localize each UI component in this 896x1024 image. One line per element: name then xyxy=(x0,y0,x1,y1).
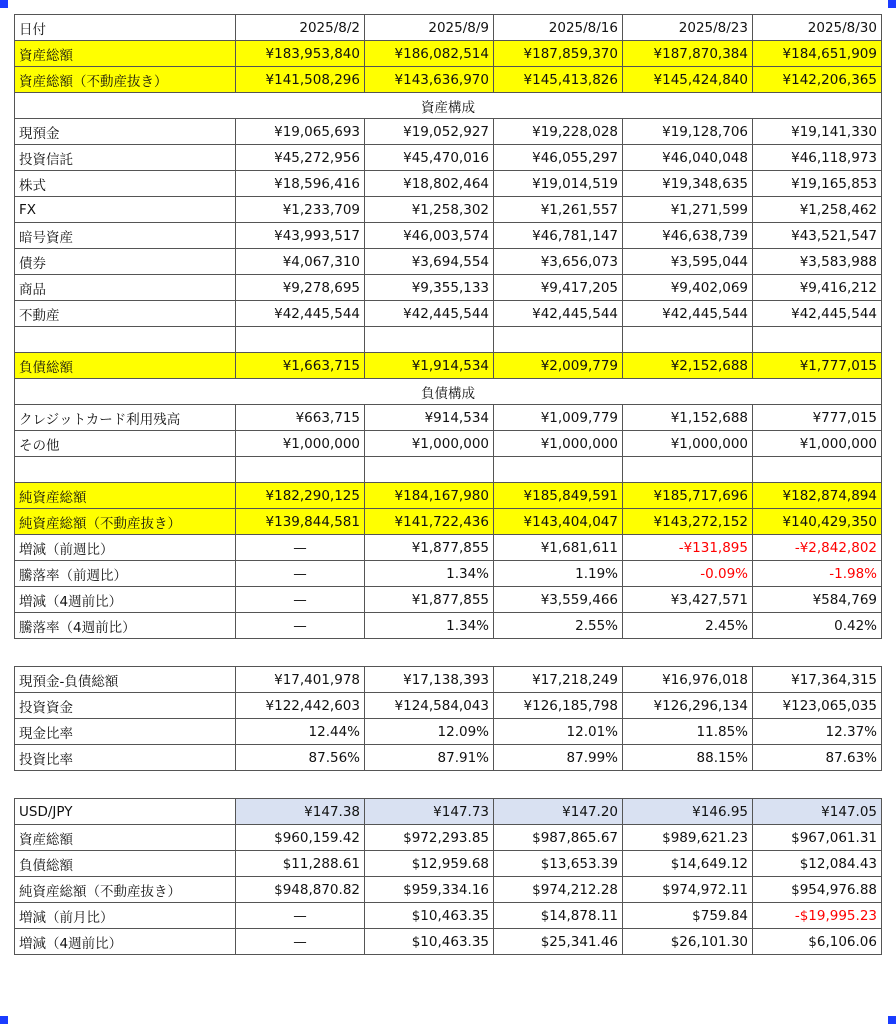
change-row-value[interactable]: -0.09% xyxy=(623,561,753,587)
ratio-table xyxy=(14,666,882,771)
asset-row-value[interactable]: ¥43,521,547 xyxy=(753,223,882,249)
liability-row-value[interactable]: ¥663,715 xyxy=(236,405,365,431)
total-assets-row-value[interactable]: ¥187,859,370 xyxy=(494,41,623,67)
net-assets-ex-re-row xyxy=(15,509,882,535)
change-row-value[interactable]: 2.45% xyxy=(623,613,753,639)
ratio-row-value[interactable]: ¥126,185,798 xyxy=(494,693,623,719)
empty-cell[interactable] xyxy=(365,457,494,483)
liability-row-value[interactable]: ¥1,000,000 xyxy=(753,431,882,457)
usd-row-label[interactable]: 資産総額 xyxy=(15,825,236,851)
asset-row-value[interactable]: ¥19,141,330 xyxy=(753,119,882,145)
asset-row-value[interactable]: ¥46,040,048 xyxy=(623,145,753,171)
liability-row xyxy=(15,431,882,457)
ratio-row-value[interactable]: ¥17,138,393 xyxy=(365,667,494,693)
asset-row xyxy=(15,301,882,327)
asset-row-value[interactable]: ¥46,055,297 xyxy=(494,145,623,171)
asset-row-value[interactable]: ¥1,271,599 xyxy=(623,197,753,223)
change-row-value[interactable]: 2.55% xyxy=(494,613,623,639)
empty-cell[interactable] xyxy=(623,327,753,353)
change-row-value[interactable]: ¥3,559,466 xyxy=(494,587,623,613)
liability-row-value[interactable]: ¥1,000,000 xyxy=(623,431,753,457)
date-header[interactable]: 2025/8/2 xyxy=(236,15,365,41)
change-row xyxy=(15,613,882,639)
asset-row-value[interactable]: ¥3,694,554 xyxy=(365,249,494,275)
total-assets-ex-re-row-value[interactable]: ¥143,636,970 xyxy=(365,67,494,93)
asset-row-value[interactable]: ¥1,233,709 xyxy=(236,197,365,223)
asset-row-value[interactable]: ¥1,258,462 xyxy=(753,197,882,223)
usd-row-value[interactable]: -$19,995.23 xyxy=(753,903,882,929)
usd-row-value[interactable]: $974,212.28 xyxy=(494,877,623,903)
change-row-value[interactable]: ¥1,877,855 xyxy=(365,535,494,561)
change-row-value[interactable]: ¥584,769 xyxy=(753,587,882,613)
usd-row-value[interactable]: $12,084.43 xyxy=(753,851,882,877)
asset-row-value[interactable]: ¥9,417,205 xyxy=(494,275,623,301)
asset-row xyxy=(15,197,882,223)
asset-row-value[interactable]: ¥46,003,574 xyxy=(365,223,494,249)
usd-row-label[interactable]: 増減（前月比） xyxy=(15,903,236,929)
spacer-row xyxy=(15,457,882,483)
total-assets-ex-re-row xyxy=(15,67,882,93)
ratio-row-value[interactable]: 12.44% xyxy=(236,719,365,745)
usd-row xyxy=(15,825,882,851)
change-row xyxy=(15,587,882,613)
usd-row-value[interactable]: $26,101.30 xyxy=(623,929,753,955)
empty-cell[interactable] xyxy=(753,457,882,483)
ratio-row-value[interactable]: 11.85% xyxy=(623,719,753,745)
usd-row xyxy=(15,929,882,955)
net-assets-ex-re-row-label[interactable]: 純資産総額（不動産抜き） xyxy=(15,509,236,535)
header-date-label[interactable]: 日付 xyxy=(15,15,236,41)
liability-row xyxy=(15,405,882,431)
ratio-row xyxy=(15,745,882,771)
date-header[interactable]: 2025/8/23 xyxy=(623,15,753,41)
total-liabilities-row-value[interactable]: ¥2,152,688 xyxy=(623,353,753,379)
empty-cell[interactable] xyxy=(494,457,623,483)
liability-row-value[interactable]: ¥1,000,000 xyxy=(236,431,365,457)
asset-row-label[interactable]: 不動産 xyxy=(15,301,236,327)
usd-row xyxy=(15,903,882,929)
total-assets-row-value[interactable]: ¥184,651,909 xyxy=(753,41,882,67)
empty-cell[interactable] xyxy=(15,327,236,353)
asset-row-value[interactable]: ¥1,258,302 xyxy=(365,197,494,223)
asset-row-value[interactable]: ¥46,781,147 xyxy=(494,223,623,249)
liability-row-value[interactable]: ¥777,015 xyxy=(753,405,882,431)
change-row-value[interactable]: 1.34% xyxy=(365,561,494,587)
net-assets-row-label[interactable]: 純資産総額 xyxy=(15,483,236,509)
ratio-row-label[interactable]: 投資比率 xyxy=(15,745,236,771)
asset-row-value[interactable]: ¥9,416,212 xyxy=(753,275,882,301)
change-row-value[interactable]: ¥3,427,571 xyxy=(623,587,753,613)
empty-cell[interactable] xyxy=(15,457,236,483)
total-assets-row-value[interactable]: ¥183,953,840 xyxy=(236,41,365,67)
asset-row xyxy=(15,223,882,249)
ratio-row-value[interactable]: ¥124,584,043 xyxy=(365,693,494,719)
usd-row xyxy=(15,877,882,903)
total-assets-ex-re-row-value[interactable]: ¥145,424,840 xyxy=(623,67,753,93)
usd-row-value[interactable]: $14,878.11 xyxy=(494,903,623,929)
total-assets-row-value[interactable]: ¥186,082,514 xyxy=(365,41,494,67)
change-row-value[interactable]: -1.98% xyxy=(753,561,882,587)
ratio-row xyxy=(15,667,882,693)
usd-row xyxy=(15,851,882,877)
total-liabilities-row-label[interactable]: 負債総額 xyxy=(15,353,236,379)
asset-row-value[interactable]: ¥3,595,044 xyxy=(623,249,753,275)
net-assets-ex-re-row-value[interactable]: ¥141,722,436 xyxy=(365,509,494,535)
change-row-value[interactable]: -¥2,842,802 xyxy=(753,535,882,561)
empty-cell[interactable] xyxy=(753,327,882,353)
asset-row-value[interactable]: ¥1,261,557 xyxy=(494,197,623,223)
total-assets-ex-re-row-label[interactable]: 資産総額（不動産抜き） xyxy=(15,67,236,93)
total-liabilities-row-value[interactable]: ¥1,914,534 xyxy=(365,353,494,379)
asset-row-label[interactable]: 投資信託 xyxy=(15,145,236,171)
ratio-row-value[interactable]: ¥17,364,315 xyxy=(753,667,882,693)
usd-jpy-value[interactable]: ¥147.20 xyxy=(494,799,623,825)
usd-row-value[interactable]: $987,865.67 xyxy=(494,825,623,851)
usd-row-value[interactable]: $960,159.42 xyxy=(236,825,365,851)
net-assets-ex-re-row-value[interactable]: ¥143,404,047 xyxy=(494,509,623,535)
usd-jpy-value[interactable]: ¥147.73 xyxy=(365,799,494,825)
ratio-row-value[interactable]: 88.15% xyxy=(623,745,753,771)
asset-row-value[interactable]: ¥45,272,956 xyxy=(236,145,365,171)
selection-handle-bottom-right[interactable] xyxy=(888,1016,896,1024)
ratio-row-value[interactable]: ¥123,065,035 xyxy=(753,693,882,719)
asset-row-value[interactable]: ¥19,128,706 xyxy=(623,119,753,145)
usd-row-value[interactable]: $954,976.88 xyxy=(753,877,882,903)
net-assets-row-value[interactable]: ¥185,717,696 xyxy=(623,483,753,509)
change-row-value[interactable]: — xyxy=(236,535,365,561)
total-liabilities-row-value[interactable]: ¥2,009,779 xyxy=(494,353,623,379)
usd-row-value[interactable]: $10,463.35 xyxy=(365,929,494,955)
ratio-row-value[interactable]: ¥17,218,249 xyxy=(494,667,623,693)
usd-jpy-value[interactable]: ¥146.95 xyxy=(623,799,753,825)
liability-row-value[interactable]: ¥1,000,000 xyxy=(365,431,494,457)
asset-row xyxy=(15,171,882,197)
usd-row-value[interactable]: $25,341.46 xyxy=(494,929,623,955)
net-assets-ex-re-row-value[interactable]: ¥143,272,152 xyxy=(623,509,753,535)
change-row-label[interactable]: 増減（4週前比） xyxy=(15,587,236,613)
ratio-row-label[interactable]: 現預金-負債総額 xyxy=(15,667,236,693)
usd-row-value[interactable]: — xyxy=(236,903,365,929)
asset-row-label[interactable]: 暗号資産 xyxy=(15,223,236,249)
asset-row-value[interactable]: ¥46,118,973 xyxy=(753,145,882,171)
asset-row-value[interactable]: ¥42,445,544 xyxy=(753,301,882,327)
total-assets-ex-re-row-value[interactable]: ¥142,206,365 xyxy=(753,67,882,93)
net-assets-row-value[interactable]: ¥185,849,591 xyxy=(494,483,623,509)
asset-row-value[interactable]: ¥9,278,695 xyxy=(236,275,365,301)
asset-section xyxy=(15,93,882,119)
change-row-value[interactable]: -¥131,895 xyxy=(623,535,753,561)
asset-row-value[interactable]: ¥18,596,416 xyxy=(236,171,365,197)
empty-cell[interactable] xyxy=(365,327,494,353)
asset-row-label[interactable]: 債券 xyxy=(15,249,236,275)
selection-handle-top-right[interactable] xyxy=(888,0,896,8)
usd-row-value[interactable]: $989,621.23 xyxy=(623,825,753,851)
usd-row-label[interactable]: 純資産総額（不動産抜き） xyxy=(15,877,236,903)
ratio-row-value[interactable]: 87.56% xyxy=(236,745,365,771)
selection-handle-bottom-left[interactable] xyxy=(0,1016,8,1024)
net-assets-ex-re-row-value[interactable]: ¥140,429,350 xyxy=(753,509,882,535)
asset-row-value[interactable]: ¥42,445,544 xyxy=(236,301,365,327)
empty-cell[interactable] xyxy=(236,327,365,353)
liability-row-value[interactable]: ¥1,152,688 xyxy=(623,405,753,431)
change-row-value[interactable]: — xyxy=(236,587,365,613)
ratio-row-value[interactable]: 87.99% xyxy=(494,745,623,771)
usd-row-value[interactable]: $14,649.12 xyxy=(623,851,753,877)
liability-section xyxy=(15,379,882,405)
total-liabilities-row-value[interactable]: ¥1,777,015 xyxy=(753,353,882,379)
liability-row-value[interactable]: ¥914,534 xyxy=(365,405,494,431)
total-assets-ex-re-row-value[interactable]: ¥141,508,296 xyxy=(236,67,365,93)
asset-row-value[interactable]: ¥4,067,310 xyxy=(236,249,365,275)
asset-row-label[interactable]: 株式 xyxy=(15,171,236,197)
usd-row-value[interactable]: $6,106.06 xyxy=(753,929,882,955)
liability-row-label[interactable]: クレジットカード利用残高 xyxy=(15,405,236,431)
ratio-row-value[interactable]: 12.37% xyxy=(753,719,882,745)
change-row xyxy=(15,535,882,561)
change-row-value[interactable]: 1.19% xyxy=(494,561,623,587)
total-assets-row xyxy=(15,41,882,67)
usd-row-value[interactable]: $959,334.16 xyxy=(365,877,494,903)
usd-row-value[interactable]: $967,061.31 xyxy=(753,825,882,851)
usd-row-value[interactable]: $759.84 xyxy=(623,903,753,929)
ratio-row-value[interactable]: 87.63% xyxy=(753,745,882,771)
asset-row-value[interactable]: ¥19,228,028 xyxy=(494,119,623,145)
usd-jpy-label[interactable]: USD/JPY xyxy=(15,799,236,825)
change-row-value[interactable]: — xyxy=(236,561,365,587)
usd-row-label[interactable]: 増減（4週前比） xyxy=(15,929,236,955)
date-header[interactable]: 2025/8/30 xyxy=(753,15,882,41)
asset-row-value[interactable]: ¥18,802,464 xyxy=(365,171,494,197)
change-row-value[interactable]: 1.34% xyxy=(365,613,494,639)
total-liabilities-row xyxy=(15,353,882,379)
net-assets-ex-re-row-value[interactable]: ¥139,844,581 xyxy=(236,509,365,535)
spreadsheet xyxy=(14,14,881,955)
date-header[interactable]: 2025/8/16 xyxy=(494,15,623,41)
change-row-value[interactable]: — xyxy=(236,613,365,639)
asset-row-value[interactable]: ¥19,065,693 xyxy=(236,119,365,145)
total-assets-row-value[interactable]: ¥187,870,384 xyxy=(623,41,753,67)
asset-section-title: 資産構成 xyxy=(15,93,882,119)
usd-jpy-row xyxy=(15,799,882,825)
asset-row-value[interactable]: ¥19,348,635 xyxy=(623,171,753,197)
empty-cell[interactable] xyxy=(494,327,623,353)
header-row xyxy=(15,15,882,41)
ratio-row-value[interactable]: ¥122,442,603 xyxy=(236,693,365,719)
ratio-row-value[interactable]: 87.91% xyxy=(365,745,494,771)
ratio-row-value[interactable]: 12.01% xyxy=(494,719,623,745)
asset-summary-table xyxy=(14,14,882,639)
usd-row-value[interactable]: — xyxy=(236,929,365,955)
spacer-row xyxy=(15,327,882,353)
asset-row-value[interactable]: ¥19,052,927 xyxy=(365,119,494,145)
liability-row-label[interactable]: その他 xyxy=(15,431,236,457)
ratio-row-value[interactable]: ¥126,296,134 xyxy=(623,693,753,719)
asset-row xyxy=(15,145,882,171)
change-row-label[interactable]: 騰落率（4週前比） xyxy=(15,613,236,639)
asset-row-label[interactable]: FX xyxy=(15,197,236,223)
change-row-value[interactable]: 0.42% xyxy=(753,613,882,639)
asset-row-value[interactable]: ¥3,583,988 xyxy=(753,249,882,275)
usd-row-value[interactable]: $12,959.68 xyxy=(365,851,494,877)
ratio-row-value[interactable]: ¥17,401,978 xyxy=(236,667,365,693)
asset-row-value[interactable]: ¥3,656,073 xyxy=(494,249,623,275)
asset-row xyxy=(15,249,882,275)
asset-row-value[interactable]: ¥42,445,544 xyxy=(365,301,494,327)
change-row-value[interactable]: ¥1,681,611 xyxy=(494,535,623,561)
ratio-row xyxy=(15,693,882,719)
total-assets-ex-re-row-value[interactable]: ¥145,413,826 xyxy=(494,67,623,93)
net-assets-row-value[interactable]: ¥182,874,894 xyxy=(753,483,882,509)
usd-row-value[interactable]: $972,293.85 xyxy=(365,825,494,851)
net-assets-row-value[interactable]: ¥182,290,125 xyxy=(236,483,365,509)
change-row-value[interactable]: ¥1,877,855 xyxy=(365,587,494,613)
usd-jpy-value[interactable]: ¥147.38 xyxy=(236,799,365,825)
asset-row-value[interactable]: ¥43,993,517 xyxy=(236,223,365,249)
usd-row-value[interactable]: $13,653.39 xyxy=(494,851,623,877)
asset-row-value[interactable]: ¥46,638,739 xyxy=(623,223,753,249)
asset-row-label[interactable]: 現預金 xyxy=(15,119,236,145)
total-liabilities-row-value[interactable]: ¥1,663,715 xyxy=(236,353,365,379)
ratio-row-label[interactable]: 現金比率 xyxy=(15,719,236,745)
asset-row-value[interactable]: ¥9,402,069 xyxy=(623,275,753,301)
net-assets-row xyxy=(15,483,882,509)
liability-row-value[interactable]: ¥1,000,000 xyxy=(494,431,623,457)
liability-section-title: 負債構成 xyxy=(15,379,882,405)
date-header[interactable]: 2025/8/9 xyxy=(365,15,494,41)
ratio-row-label[interactable]: 投資資金 xyxy=(15,693,236,719)
asset-row-value[interactable]: ¥45,470,016 xyxy=(365,145,494,171)
asset-row-value[interactable]: ¥19,014,519 xyxy=(494,171,623,197)
total-assets-row-label[interactable]: 資産総額 xyxy=(15,41,236,67)
asset-row xyxy=(15,275,882,301)
liability-row-value[interactable]: ¥1,009,779 xyxy=(494,405,623,431)
asset-row xyxy=(15,119,882,145)
asset-row-value[interactable]: ¥42,445,544 xyxy=(623,301,753,327)
change-row-label[interactable]: 増減（前週比） xyxy=(15,535,236,561)
empty-cell[interactable] xyxy=(236,457,365,483)
asset-row-value[interactable]: ¥9,355,133 xyxy=(365,275,494,301)
ratio-row-value[interactable]: ¥16,976,018 xyxy=(623,667,753,693)
net-assets-row-value[interactable]: ¥184,167,980 xyxy=(365,483,494,509)
usd-row-value[interactable]: $948,870.82 xyxy=(236,877,365,903)
empty-cell[interactable] xyxy=(623,457,753,483)
selection-handle-top-left[interactable] xyxy=(0,0,8,8)
usd-jpy-value[interactable]: ¥147.05 xyxy=(753,799,882,825)
usd-row-value[interactable]: $974,972.11 xyxy=(623,877,753,903)
change-row xyxy=(15,561,882,587)
asset-row-value[interactable]: ¥19,165,853 xyxy=(753,171,882,197)
asset-row-label[interactable]: 商品 xyxy=(15,275,236,301)
change-row-label[interactable]: 騰落率（前週比） xyxy=(15,561,236,587)
ratio-row-value[interactable]: 12.09% xyxy=(365,719,494,745)
ratio-row xyxy=(15,719,882,745)
usd-row-value[interactable]: $11,288.61 xyxy=(236,851,365,877)
usd-table xyxy=(14,798,882,955)
asset-row-value[interactable]: ¥42,445,544 xyxy=(494,301,623,327)
usd-row-value[interactable]: $10,463.35 xyxy=(365,903,494,929)
usd-row-label[interactable]: 負債総額 xyxy=(15,851,236,877)
